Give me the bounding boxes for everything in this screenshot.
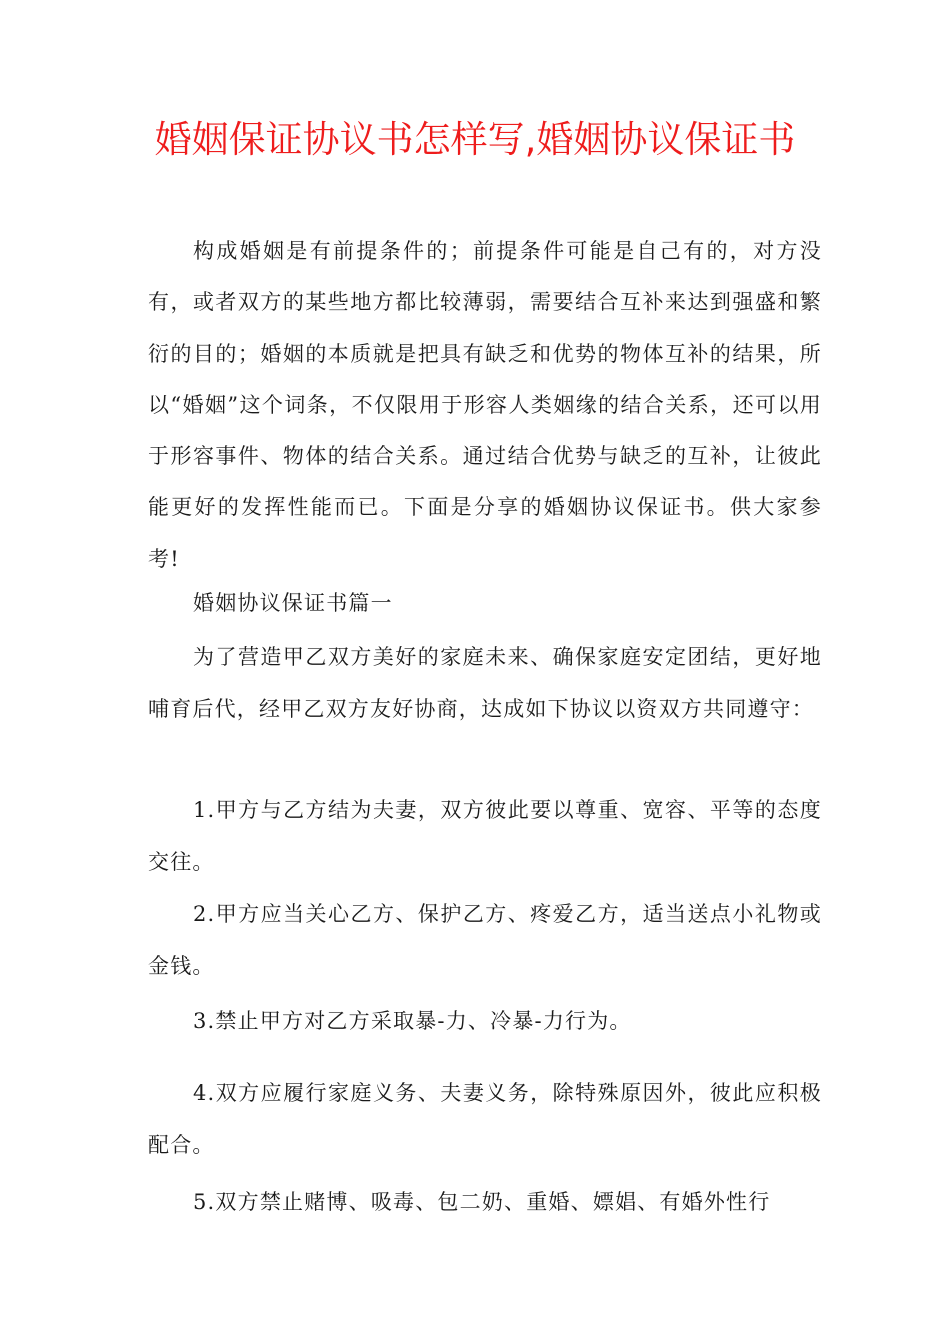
agreement-item-4: 4.双方应履行家庭义务、夫妻义务，除特殊原因外，彼此应积极配合。 [148,1081,822,1157]
intro-paragraph: 构成婚姻是有前提条件的；前提条件可能是自己有的，对方没有，或者双方的某些地方都比较薄弱，需要结合互补来达到强盛和繁衍的目的；婚姻的本质就是把具有缺乏和优势的物体互补的结果，所以“婚姻”这个词条，不仅限用于形容人类姻缘的结合关系，还可以用于形容事件、物体的结合关系。通过结合优势与缺乏的互补，让彼此能更好的发挥性能而已。下面是分享的婚姻协议保证书。供大家参考! [148,239,822,571]
agreement-item-5: 5.双方禁止赌博、吸毒、包二奶、重婚、嫖娼、有婚外性行 [193,1190,771,1214]
document-title: 婚姻保证协议书怎样写,婚姻协议保证书 [154,118,796,161]
preface-paragraph: 为了营造甲乙双方美好的家庭未来、确保家庭安定团结，更好地哺育后代，经甲乙双方友好协商，达成如下协议以资双方共同遵守： [148,645,822,721]
section-heading: 婚姻协议保证书篇一 [193,591,393,615]
agreement-item-1: 1.甲方与乙方结为夫妻，双方彼此要以尊重、宽容、平等的态度交往。 [148,798,822,874]
agreement-item-3: 3.禁止甲方对乙方采取暴-力、冷暴-力行为。 [193,1009,632,1033]
agreement-item-2: 2.甲方应当关心乙方、保护乙方、疼爱乙方，适当送点小礼物或金钱。 [148,902,822,978]
